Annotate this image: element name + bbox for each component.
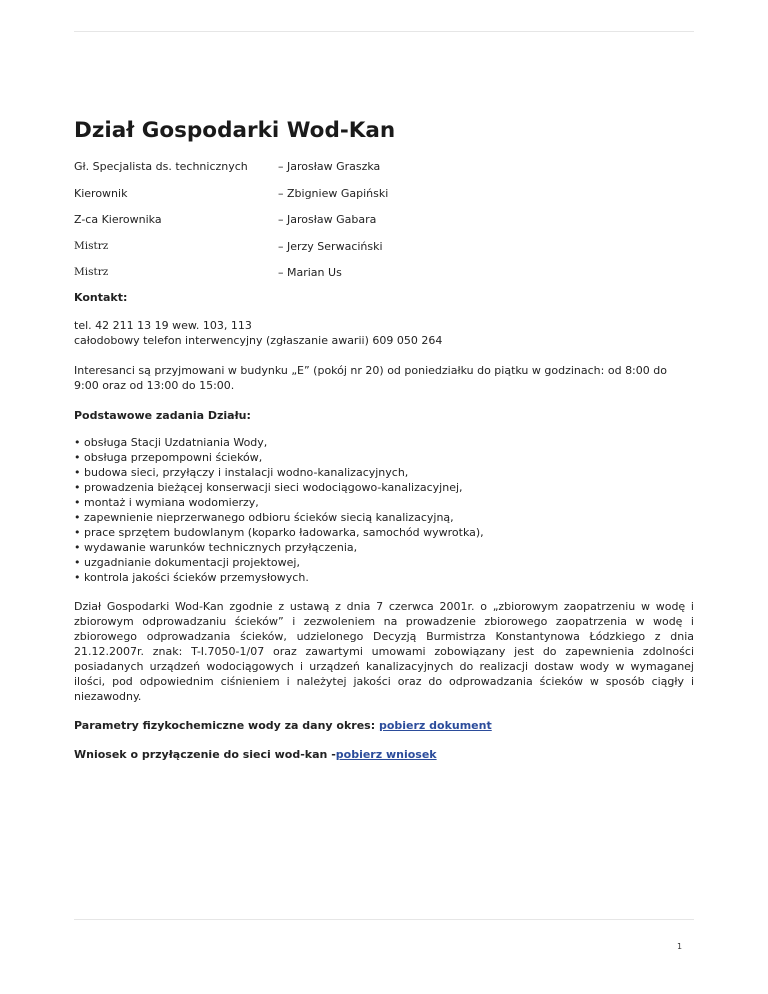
staff-name: – Marian Us (278, 266, 342, 279)
staff-role: Gł. Specjalista ds. technicznych (74, 160, 248, 173)
contact-info (74, 318, 694, 348)
staff-name: – Jerzy Serwaciński (278, 239, 383, 253)
staff-role: Mistrz (74, 239, 109, 252)
bottom-divider (74, 919, 694, 920)
list-item: • budowa sieci, przyłączy i instalacji wodno-kanalizacyjnych, (74, 465, 409, 479)
tasks-list (74, 435, 694, 585)
bullet-icon: • (74, 540, 81, 554)
contact-heading: Kontakt: (74, 290, 128, 304)
staff-row (74, 159, 694, 186)
staff-row (74, 239, 694, 266)
download-application-link[interactable]: pobierz wniosek (335, 747, 437, 761)
params-line (74, 718, 694, 733)
bullet-icon: • (74, 510, 81, 524)
top-divider (74, 31, 694, 32)
staff-row (74, 265, 694, 292)
staff-name: – Jarosław Gabara (278, 213, 377, 226)
application-label: Wniosek o przyłączenie do sieci wod-kan - (74, 747, 336, 761)
contact-phone: tel. 42 211 13 19 wew. 103, 113 (74, 318, 252, 332)
tasks-heading: Podstawowe zadania Działu: (74, 408, 251, 422)
bullet-icon: • (74, 450, 81, 464)
list-item: • uzgadnianie dokumentacji projektowej, (74, 555, 300, 569)
staff-role: Kierownik (74, 186, 128, 200)
bullet-icon: • (74, 570, 81, 584)
staff-role: Mistrz (74, 266, 109, 278)
list-item: • prowadzenia bieżącej konserwacji sieci wodociągowo-kanalizacyjnej, (74, 480, 463, 494)
staff-role: Z-ca Kierownika (74, 213, 162, 226)
download-document-link[interactable]: pobierz dokument (378, 718, 492, 732)
list-item: • zapewnienie nieprzerwanego odbioru ścieków siecią kanalizacyjną, (74, 510, 454, 524)
staff-list (74, 159, 694, 292)
bullet-icon: • (74, 525, 81, 539)
bullet-icon: • (74, 495, 81, 509)
page-number: 1 (677, 942, 683, 951)
list-item: • prace sprzętem budowlanym (koparko ładowarka, samochód wywrotka), (74, 525, 484, 539)
bullet-icon: • (74, 435, 81, 449)
staff-name: – Zbigniew Gapiński (278, 186, 389, 200)
department-description: Dział Gospodarki Wod-Kan zgodnie z ustawą z dnia 7 czerwca 2001r. o „zbiorowym zaopatrzeniu w wodę i zbiorowym odprowadzaniu ścieków” i zezwoleniem na prowadzenie zbiorowego zaopatrzenia w wodę i zbiorowego odprowadzania ścieków, udzielonego Decyzją Burmistrza Konstantynowa Łódzkiego z dnia 21.12.2007r. znak: T-I.7050-1/07 oraz zawartymi umowami zobowiązany jest do zapewnienia zdolności posiadanych urządzeń wodociągowych i urządzeń kanalizacyjnych do realizacji dostaw wody w wymaganej ilości, pod odpowiednim ciśnieniem i należytej jakości oraz do odprowadzania ścieków w sposób ciągły i niezawodny. (74, 599, 694, 703)
office-hours: Interesanci są przyjmowani w budynku „E” (pokój nr 20) od poniedziałku do piątku w godzinach: od 8:00 do 9:00 oraz od 13:00 do 15:00. (74, 363, 667, 392)
staff-row (74, 212, 694, 239)
params-label: Parametry fizykochemiczne wody za dany okres: (74, 718, 379, 732)
contact-emergency: całodobowy telefon interwencyjny (zgłaszanie awarii) 609 050 264 (74, 333, 443, 347)
list-item: • kontrola jakości ścieków przemysłowych. (74, 570, 309, 584)
page-title: Dział Gospodarki Wod-Kan (74, 118, 396, 143)
bullet-icon: • (74, 480, 81, 494)
document-body (74, 116, 694, 762)
list-item: • obsługa przepompowni ścieków, (74, 450, 263, 464)
list-item: • obsługa Stacji Uzdatniania Wody, (74, 435, 268, 449)
bullet-icon: • (74, 465, 81, 479)
application-line (74, 747, 694, 762)
staff-name: – Jarosław Graszka (278, 160, 381, 173)
staff-row (74, 186, 694, 213)
list-item: • wydawanie warunków technicznych przyłączenia, (74, 540, 358, 554)
bullet-icon: • (74, 555, 81, 569)
list-item: • montaż i wymiana wodomierzy, (74, 495, 259, 509)
